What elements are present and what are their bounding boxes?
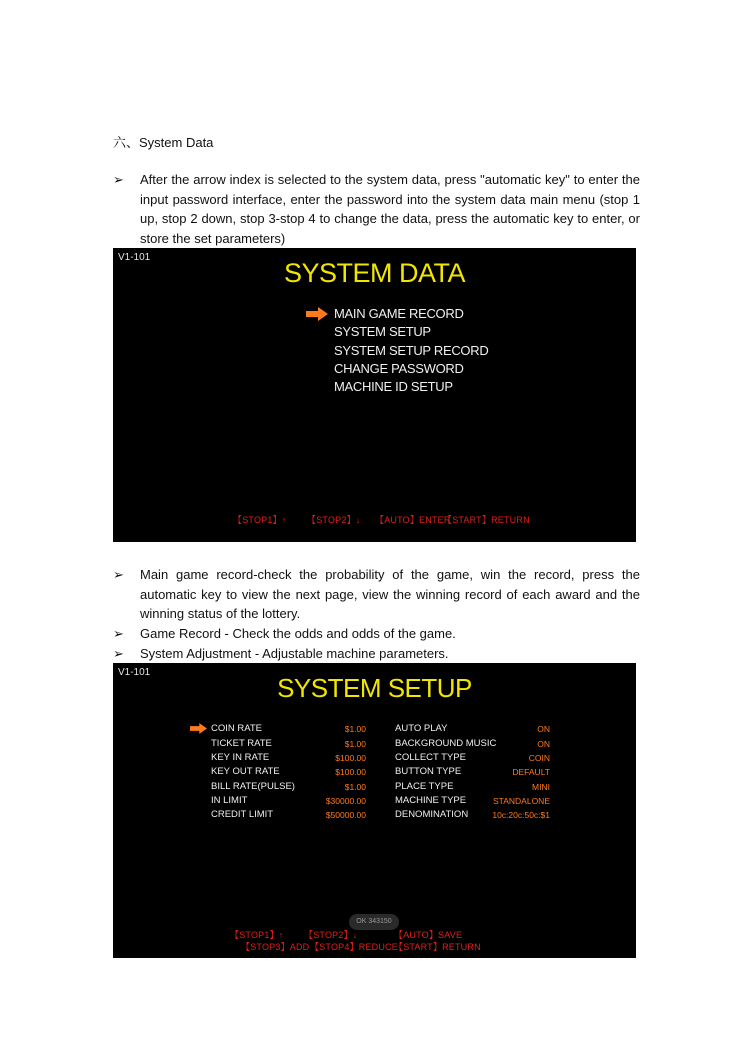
setting-background-music-label[interactable]: BACKGROUND MUSIC	[395, 738, 497, 749]
footer-start-return: 【START】RETURN	[443, 515, 530, 525]
setting-collect-type-label[interactable]: COLLECT TYPE	[395, 752, 466, 763]
selection-arrow-icon	[190, 723, 207, 734]
footer-stop2: 【STOP2】↓	[304, 930, 358, 940]
menu-item-system-setup[interactable]: SYSTEM SETUP	[334, 324, 431, 339]
bullet-main-game-record-text: Main game record-check the probability of the game, win the record, press the automatic key to view the next page, view the winning record of each award and the winning status of the lottery.	[140, 567, 640, 621]
setting-coin-rate-value: $1.00	[344, 724, 366, 734]
bullet-intro	[113, 170, 640, 248]
setting-place-type-label[interactable]: PLACE TYPE	[395, 781, 454, 792]
bullet-arrow-icon: ➢	[113, 626, 124, 641]
setting-ticket-rate-label[interactable]: TICKET RATE	[211, 738, 272, 749]
footer-stop1: 【STOP1】↑	[230, 930, 284, 940]
footer-auto-enter: 【AUTO】ENTER	[375, 515, 451, 525]
screen-title: SYSTEM DATA	[283, 258, 466, 288]
setting-in-limit-label[interactable]: IN LIMIT	[211, 795, 248, 806]
setting-background-music-value: ON	[537, 739, 550, 749]
setting-ticket-rate-value: $1.00	[344, 739, 366, 749]
system-data-screen	[113, 248, 636, 542]
bullet-system-adjustment-text: System Adjustment - Adjustable machine parameters.	[140, 646, 449, 661]
bullet-arrow-icon: ➢	[113, 172, 124, 187]
system-setup-screen	[113, 663, 636, 958]
setting-coin-rate-label[interactable]: COIN RATE	[211, 723, 263, 734]
setting-key-in-rate-value: $100.00	[335, 753, 366, 763]
footer-stop1: 【STOP1】↑	[233, 515, 287, 525]
setting-denomination-label[interactable]: DENOMINATION	[395, 809, 469, 820]
setting-bill-rate-value: $1.00	[344, 782, 366, 792]
bullet-game-record	[113, 624, 640, 644]
bullet-arrow-icon: ➢	[113, 646, 124, 661]
footer-stop3-add: 【STOP3】ADD	[241, 942, 310, 952]
screen-title: SYSTEM SETUP	[277, 673, 472, 703]
selection-arrow-icon	[306, 307, 328, 321]
overlay-watermark: OK 343150	[349, 914, 399, 930]
setting-machine-type-value: STANDALONE	[493, 796, 550, 806]
bullet-intro-text: After the arrow index is selected to the system data, press "automatic key" to enter the input password interface, enter the password into the system data main menu (stop 1 up, stop 2 down, stop 3-stop 4 to change the data, press the automatic key to enter, or store the set parameters)	[140, 172, 640, 246]
version-label: V1-101	[118, 667, 151, 678]
setting-key-in-rate-label[interactable]: KEY IN RATE	[211, 752, 270, 763]
footer-stop2: 【STOP2】↓	[307, 515, 361, 525]
version-label: V1-101	[118, 252, 151, 263]
bullet-main-game-record	[113, 565, 640, 624]
setting-credit-limit-label[interactable]: CREDIT LIMIT	[211, 809, 274, 820]
setting-bill-rate-label[interactable]: BILL RATE(PULSE)	[211, 781, 295, 792]
bullet-game-record-text: Game Record - Check the odds and odds of the game.	[140, 626, 456, 641]
menu-item-main-game-record[interactable]: MAIN GAME RECORD	[334, 306, 464, 321]
menu-item-system-setup-record[interactable]: SYSTEM SETUP RECORD	[334, 343, 489, 358]
menu-item-machine-id-setup[interactable]: MACHINE ID SETUP	[334, 379, 453, 394]
setting-machine-type-label[interactable]: MACHINE TYPE	[395, 795, 467, 806]
setting-key-out-rate-value: $100.00	[335, 767, 366, 777]
setting-key-out-rate-label[interactable]: KEY OUT RATE	[211, 766, 280, 777]
menu-item-change-password[interactable]: CHANGE PASSWORD	[334, 361, 464, 376]
setting-in-limit-value: $30000.00	[325, 796, 366, 806]
setting-credit-limit-value: $50000.00	[325, 810, 366, 820]
footer-auto-save: 【AUTO】SAVE	[394, 930, 463, 940]
setting-button-type-value: DEFAULT	[512, 767, 550, 777]
setting-auto-play-label[interactable]: AUTO PLAY	[395, 723, 448, 734]
footer-stop4-reduce: 【STOP4】REDUCE	[310, 942, 398, 952]
setting-denomination-value: 10c:20c:50c:$1	[492, 810, 550, 820]
setting-place-type-value: MINI	[532, 782, 550, 792]
bullet-system-adjustment	[113, 644, 640, 664]
section-heading: 六、System Data	[113, 135, 214, 150]
setting-button-type-label[interactable]: BUTTON TYPE	[395, 766, 462, 777]
bullet-arrow-icon: ➢	[113, 567, 124, 582]
setting-auto-play-value: ON	[537, 724, 550, 734]
setting-collect-type-value: COIN	[528, 753, 550, 763]
footer-start-return: 【START】RETURN	[394, 942, 481, 952]
